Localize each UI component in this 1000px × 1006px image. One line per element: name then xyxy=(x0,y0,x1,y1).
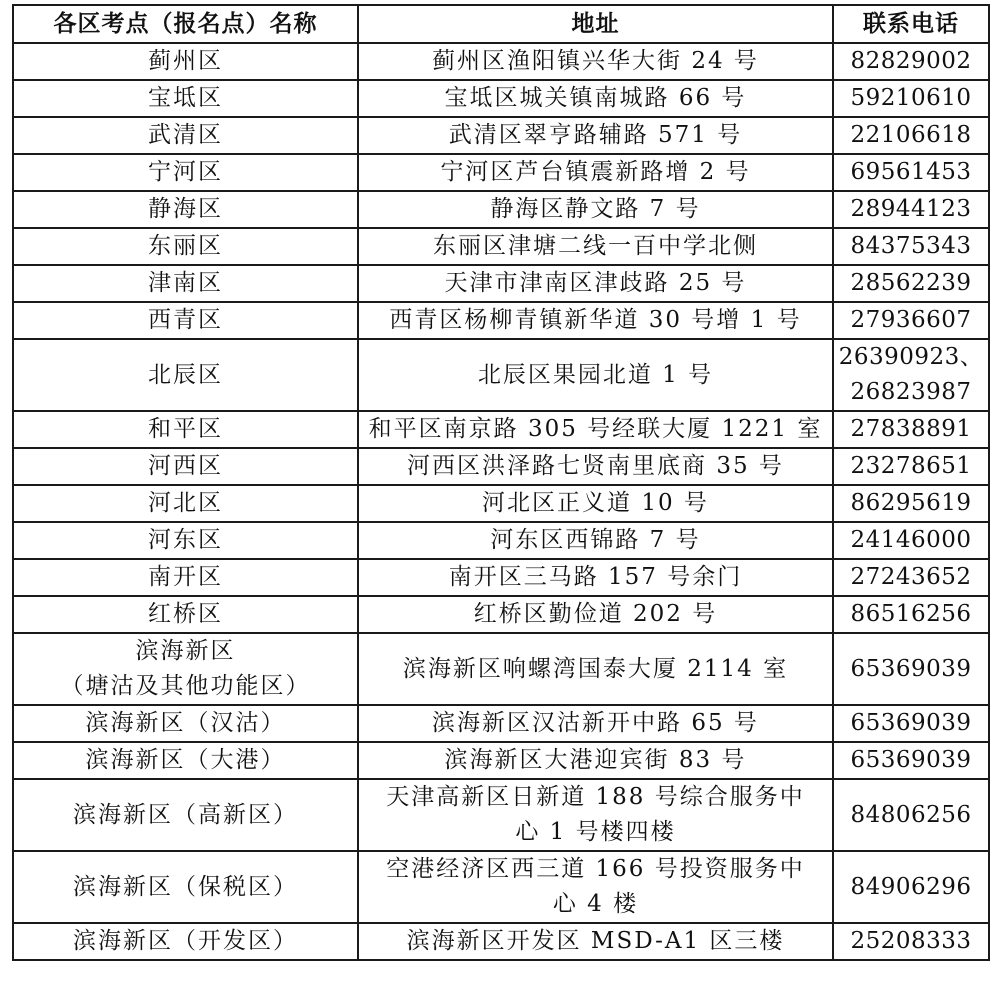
district-cell-line: 南开区 xyxy=(148,564,223,590)
header-address: 地址 xyxy=(358,5,833,43)
phone-cell xyxy=(833,448,989,485)
district-cell-line: （塘沽及其他功能区） xyxy=(60,673,311,699)
phone-cell-line: 26390923、 xyxy=(838,344,984,370)
district-cell xyxy=(13,596,358,633)
district-cell-line: 宝坻区 xyxy=(148,85,223,111)
address-cell xyxy=(358,851,833,923)
address-cell-line: 红桥区勤俭道 202 号 xyxy=(473,601,718,627)
district-cell-line: 河北区 xyxy=(148,490,223,516)
address-cell-line: 宁河区芦台镇震新路增 2 号 xyxy=(440,159,751,185)
phone-cell-line: 65369039 xyxy=(850,747,972,773)
district-cell xyxy=(13,302,358,339)
district-cell xyxy=(13,923,358,960)
district-cell-line: 西青区 xyxy=(148,307,223,333)
table-row xyxy=(13,448,989,485)
address-cell xyxy=(358,559,833,596)
table-row xyxy=(13,43,989,80)
address-cell-line: 滨海新区开发区 MSD-A1 区三楼 xyxy=(406,928,785,954)
address-cell xyxy=(358,596,833,633)
phone-cell-line: 59210610 xyxy=(850,85,972,111)
address-cell-line: 河西区洪泽路七贤南里底商 35 号 xyxy=(407,453,784,479)
address-cell-line: 心 4 楼 xyxy=(552,891,639,917)
district-cell xyxy=(13,742,358,779)
phone-cell-line: 23278651 xyxy=(850,453,972,479)
phone-cell-line: 28562239 xyxy=(850,270,972,296)
phone-cell-line: 65369039 xyxy=(850,710,972,736)
phone-cell xyxy=(833,596,989,633)
address-cell-line: 南开区三马路 157 号余门 xyxy=(448,564,743,590)
phone-cell-line: 22106618 xyxy=(850,122,972,148)
address-cell xyxy=(358,117,833,154)
district-cell xyxy=(13,851,358,923)
address-cell-line: 空港经济区西三道 166 号投资服务中 xyxy=(386,856,805,882)
phone-cell xyxy=(833,633,989,705)
address-cell xyxy=(358,485,833,522)
district-cell-line: 北辰区 xyxy=(148,361,223,388)
phone-cell-line: 27936607 xyxy=(850,307,972,333)
district-cell xyxy=(13,411,358,448)
table-header xyxy=(13,5,989,43)
exam-sites-table xyxy=(12,4,990,961)
table-row xyxy=(13,302,989,339)
address-cell xyxy=(358,43,833,80)
address-cell xyxy=(358,705,833,742)
table-row xyxy=(13,485,989,522)
district-cell-line: 宁河区 xyxy=(148,159,223,185)
table-row xyxy=(13,633,989,705)
phone-cell xyxy=(833,265,989,302)
district-cell xyxy=(13,43,358,80)
table-row xyxy=(13,265,989,302)
address-cell xyxy=(358,779,833,851)
table-row xyxy=(13,705,989,742)
district-cell-line: 滨海新区（高新区） xyxy=(73,801,298,828)
district-cell-line: 武清区 xyxy=(148,122,223,148)
district-cell xyxy=(13,80,358,117)
phone-cell xyxy=(833,779,989,851)
table-row xyxy=(13,411,989,448)
district-cell xyxy=(13,191,358,228)
address-cell-line: 武清区翠亨路辅路 571 号 xyxy=(448,122,743,148)
address-cell xyxy=(358,80,833,117)
phone-cell-line: 84806256 xyxy=(850,801,972,828)
address-cell-line: 和平区南京路 305 号经联大厦 1221 室 xyxy=(368,416,823,442)
header-district: 各区考点（报名点）名称 xyxy=(13,5,358,43)
header-phone: 联系电话 xyxy=(833,5,989,43)
district-cell-line: 东丽区 xyxy=(148,233,223,259)
district-cell-line: 红桥区 xyxy=(148,601,223,627)
address-cell xyxy=(358,154,833,191)
district-cell-line: 河西区 xyxy=(148,453,223,479)
address-cell-line: 天津高新区日新道 188 号综合服务中 xyxy=(386,784,805,810)
address-cell xyxy=(358,522,833,559)
phone-cell-line: 86516256 xyxy=(850,601,972,627)
phone-cell-line: 86295619 xyxy=(850,490,972,516)
district-cell xyxy=(13,779,358,851)
district-cell-line: 津南区 xyxy=(148,270,223,296)
table-row xyxy=(13,522,989,559)
phone-cell-line: 24146000 xyxy=(850,527,972,553)
address-cell-line: 东丽区津塘二线一百中学北侧 xyxy=(433,233,758,259)
phone-cell xyxy=(833,43,989,80)
phone-cell-line: 84906296 xyxy=(850,873,972,900)
address-cell xyxy=(358,742,833,779)
phone-cell xyxy=(833,742,989,779)
phone-cell xyxy=(833,485,989,522)
district-cell-line: 滨海新区 xyxy=(135,638,236,664)
phone-cell-line: 27243652 xyxy=(850,564,972,590)
table-row xyxy=(13,117,989,154)
address-cell xyxy=(358,228,833,265)
address-cell xyxy=(358,265,833,302)
address-cell-line: 河北区正义道 10 号 xyxy=(482,490,709,516)
district-cell xyxy=(13,117,358,154)
table-row xyxy=(13,339,989,411)
district-cell xyxy=(13,154,358,191)
table-body xyxy=(13,43,989,960)
phone-cell xyxy=(833,117,989,154)
address-cell-line: 滨海新区响螺湾国泰大厦 2114 室 xyxy=(402,655,789,682)
district-cell-line: 滨海新区（保税区） xyxy=(73,873,298,900)
address-cell xyxy=(358,191,833,228)
phone-cell xyxy=(833,851,989,923)
phone-cell-line: 82829002 xyxy=(850,48,972,74)
address-cell xyxy=(358,448,833,485)
district-cell-line: 滨海新区（大港） xyxy=(85,747,286,773)
phone-cell-line: 28944123 xyxy=(850,196,972,222)
table-row xyxy=(13,779,989,851)
phone-cell xyxy=(833,302,989,339)
district-cell-line: 滨海新区（汉沽） xyxy=(85,710,286,736)
phone-cell xyxy=(833,228,989,265)
address-cell xyxy=(358,633,833,705)
phone-cell-line: 27838891 xyxy=(850,416,972,442)
address-cell-line: 北辰区果园北道 1 号 xyxy=(477,361,714,388)
address-cell xyxy=(358,923,833,960)
table-row xyxy=(13,851,989,923)
address-cell-line: 滨海新区汉沽新开中路 65 号 xyxy=(432,710,759,736)
table-row xyxy=(13,596,989,633)
district-cell xyxy=(13,559,358,596)
district-cell xyxy=(13,705,358,742)
phone-cell-line: 65369039 xyxy=(850,655,972,682)
table-row xyxy=(13,191,989,228)
address-cell xyxy=(358,339,833,411)
table-row xyxy=(13,228,989,265)
phone-cell xyxy=(833,522,989,559)
address-cell-line: 蓟州区渔阳镇兴华大街 24 号 xyxy=(432,48,759,74)
district-cell xyxy=(13,522,358,559)
address-cell-line: 心 1 号楼四楼 xyxy=(515,819,676,845)
district-cell-line: 蓟州区 xyxy=(148,48,223,74)
phone-cell xyxy=(833,411,989,448)
table-row xyxy=(13,559,989,596)
table-row xyxy=(13,80,989,117)
phone-cell xyxy=(833,191,989,228)
phone-cell xyxy=(833,923,989,960)
address-cell-line: 静海区静文路 7 号 xyxy=(490,196,701,222)
address-cell-line: 河东区西锦路 7 号 xyxy=(490,527,701,553)
table-row xyxy=(13,742,989,779)
phone-cell-line: 25208333 xyxy=(850,928,972,954)
district-cell xyxy=(13,228,358,265)
phone-cell-line: 26823987 xyxy=(850,379,972,405)
district-cell xyxy=(13,485,358,522)
phone-cell xyxy=(833,80,989,117)
address-cell xyxy=(358,411,833,448)
phone-cell xyxy=(833,705,989,742)
district-cell xyxy=(13,633,358,705)
address-cell-line: 滨海新区大港迎宾街 83 号 xyxy=(444,747,747,773)
district-cell xyxy=(13,339,358,411)
phone-cell xyxy=(833,559,989,596)
district-cell-line: 滨海新区（开发区） xyxy=(73,928,298,954)
district-cell xyxy=(13,265,358,302)
district-cell-line: 静海区 xyxy=(148,196,223,222)
address-cell-line: 西青区杨柳青镇新华道 30 号增 1 号 xyxy=(389,307,802,333)
table-row xyxy=(13,923,989,960)
header-row xyxy=(13,5,989,43)
phone-cell xyxy=(833,154,989,191)
phone-cell-line: 84375343 xyxy=(850,233,972,259)
address-cell xyxy=(358,302,833,339)
phone-cell-line: 69561453 xyxy=(850,159,972,185)
phone-cell xyxy=(833,339,989,411)
table-row xyxy=(13,154,989,191)
district-cell xyxy=(13,448,358,485)
address-cell-line: 宝坻区城关镇南城路 66 号 xyxy=(444,85,747,111)
district-cell-line: 和平区 xyxy=(148,416,223,442)
address-cell-line: 天津市津南区津歧路 25 号 xyxy=(444,270,747,296)
district-cell-line: 河东区 xyxy=(148,527,223,553)
